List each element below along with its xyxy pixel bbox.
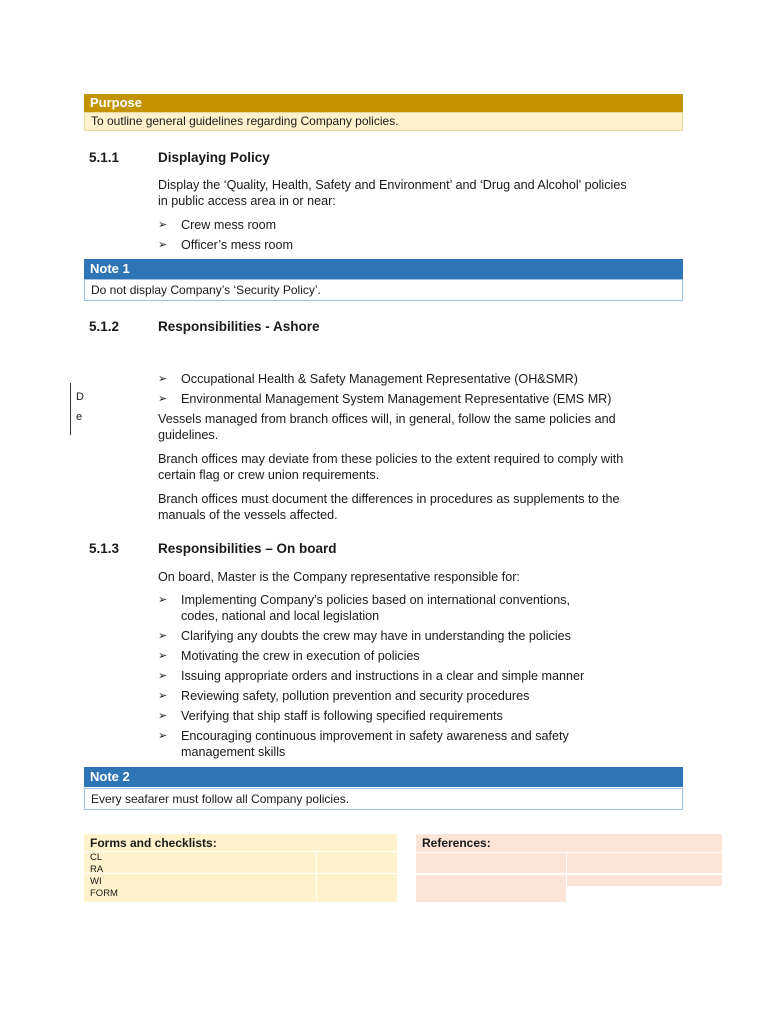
paragraph-line: Branch offices may deviate from these policies to the extent required to comply with (158, 452, 624, 466)
table-divider (84, 873, 397, 874)
note-2-heading: Note 2 (84, 767, 683, 787)
bullet-arrow-icon: ➢ (158, 630, 168, 642)
references-cell (416, 875, 566, 902)
section-513-intro: On board, Master is the Company representative responsible for: (158, 570, 520, 584)
list-item (158, 668, 678, 684)
paragraph-line: certain flag or crew union requirements. (158, 468, 380, 482)
paragraph-line: in public access area in or near: (158, 194, 336, 208)
bullet-arrow-icon: ➢ (158, 594, 168, 606)
section-511-bullet-list (158, 217, 678, 257)
forms-item-wi: WI (90, 876, 102, 887)
forms-checklists-title: Forms and checklists: (90, 836, 217, 850)
list-item (158, 648, 678, 664)
paragraph-line: Vessels managed from branch offices will, in general, follow the same policies and (158, 412, 616, 426)
list-item-line: codes, national and local legislation (181, 609, 380, 623)
section-513-bullet-list (158, 592, 678, 764)
section-511-paragraph (158, 177, 688, 209)
forms-item-form: FORM (90, 888, 118, 899)
list-item (158, 371, 678, 387)
bullet-arrow-icon: ➢ (158, 650, 168, 662)
paragraph-line: Display the ‘Quality, Health, Safety and Environment’ and ‘Drug and Alcohol' policies (158, 178, 627, 192)
references-cell (567, 875, 722, 886)
table-divider (316, 851, 317, 902)
list-item (158, 688, 678, 704)
note-2-text: Every seafarer must follow all Company policies. (84, 788, 683, 810)
list-item-line: Encouraging continuous improvement in safety awareness and safety (181, 729, 569, 743)
list-item-text: Occupational Health & Safety Management Representative (OH&SMR) (181, 372, 578, 386)
list-item-text: Clarifying any doubts the crew may have in understanding the policies (181, 629, 571, 643)
paragraph-line: manuals of the vessels affected. (158, 508, 338, 522)
margin-char: e (76, 411, 83, 423)
list-item (158, 728, 678, 760)
list-item-text: Verifying that ship staff is following specified requirements (181, 709, 503, 723)
section-number-512: 5.1.2 (89, 319, 120, 334)
list-item-text: Motivating the crew in execution of policies (181, 649, 420, 663)
forms-item-ra: RA (90, 864, 104, 875)
bullet-arrow-icon: ➢ (158, 393, 168, 405)
list-item-text: Issuing appropriate orders and instructions in a clear and simple manner (181, 669, 585, 683)
list-item (158, 708, 678, 724)
revision-margin-line (70, 383, 71, 435)
bullet-arrow-icon: ➢ (158, 730, 168, 742)
note-1-text: Do not display Company’s ‘Security Policy’. (84, 279, 683, 301)
bullet-arrow-icon: ➢ (158, 690, 168, 702)
paragraph-line: guidelines. (158, 428, 219, 442)
section-512-paragraph-3 (158, 491, 688, 523)
list-item (158, 237, 678, 253)
bullet-arrow-icon: ➢ (158, 710, 168, 722)
section-title-512: Responsibilities - Ashore (158, 319, 320, 334)
list-item-line: management skills (181, 745, 286, 759)
list-item (158, 592, 678, 624)
section-title-511: Displaying Policy (158, 150, 270, 165)
list-item-text: Crew mess room (181, 218, 277, 232)
list-item-text: Environmental Management System Management Representative (EMS MR) (181, 392, 612, 406)
forms-item-cl: CL (90, 852, 103, 863)
bullet-arrow-icon: ➢ (158, 670, 168, 682)
section-512-paragraph-1 (158, 411, 688, 443)
bullet-arrow-icon: ➢ (158, 373, 168, 385)
table-divider (84, 851, 397, 852)
bullet-arrow-icon: ➢ (158, 239, 168, 251)
list-item-line: Implementing Company’s policies based on international conventions, (181, 593, 571, 607)
purpose-text: To outline general guidelines regarding Company policies. (84, 112, 683, 131)
purpose-heading: Purpose (84, 94, 683, 112)
section-title-513: Responsibilities – On board (158, 541, 337, 556)
bullet-arrow-icon: ➢ (158, 219, 168, 231)
list-item (158, 628, 678, 644)
paragraph-line: Branch offices must document the differences in procedures as supplements to the (158, 492, 620, 506)
references-title: References: (422, 836, 491, 850)
section-number-511: 5.1.1 (89, 150, 120, 165)
references-cell (416, 853, 566, 873)
section-512-bullet-list (158, 371, 678, 411)
list-item-text: Officer’s mess room (181, 238, 293, 252)
list-item-text: Reviewing safety, pollution prevention and security procedures (181, 689, 530, 703)
section-number-513: 5.1.3 (89, 541, 120, 556)
section-512-paragraph-2 (158, 451, 688, 483)
list-item (158, 391, 678, 407)
note-1-heading: Note 1 (84, 259, 683, 279)
references-cell (567, 853, 722, 873)
margin-char: D (76, 391, 84, 403)
list-item (158, 217, 678, 233)
